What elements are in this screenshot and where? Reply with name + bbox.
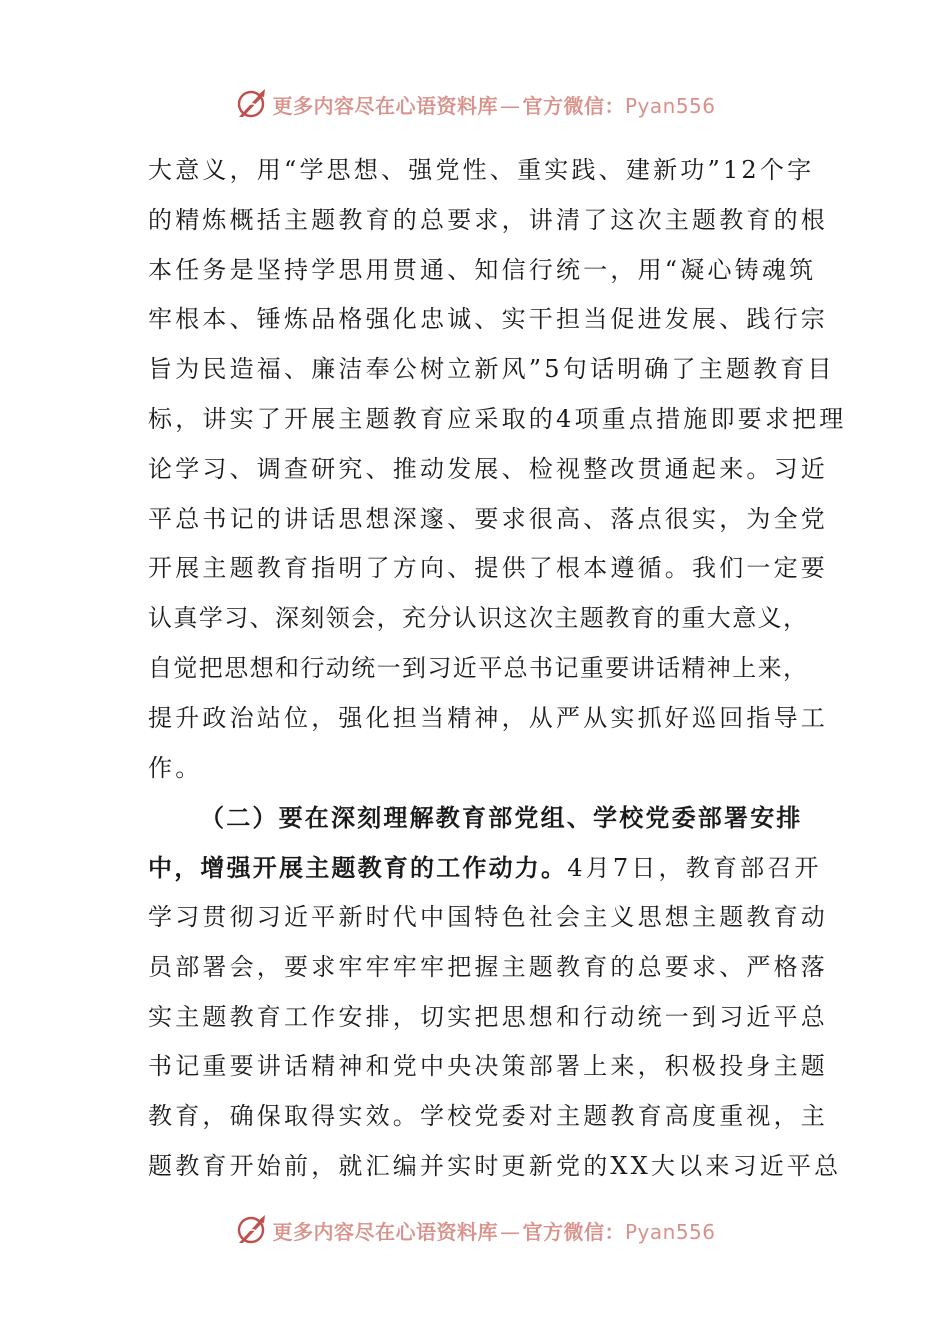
text-line: 本任务是坚持学思用贯通、知信行统一，用“凝心铸魂筑 [148, 255, 817, 284]
quill-logo-icon [234, 1213, 268, 1247]
header-wechat-label: 官方微信： [522, 93, 625, 118]
text-line: 作。 [148, 753, 203, 782]
text-line: 论学习、调查研究、推动发展、检视整改贯通起来。习近 [148, 454, 828, 483]
text-line: 自觉把思想和行动统一到习近平总书记重要讲话精神上来， [148, 653, 809, 682]
quill-logo-icon [234, 87, 268, 121]
text-line: 教育，确保取得实效。学校党委对主题教育高度重视，主 [148, 1102, 828, 1131]
footer-banner-text [272, 1216, 715, 1245]
text-line [148, 843, 822, 893]
text-line: 平总书记的讲话思想深邃、要求很高、落点很实，为全党 [148, 504, 828, 533]
text-line: 员部署会，要求牢牢牢牢把握主题教育的总要求、严格落 [148, 952, 828, 981]
footer-site-name: 更多内容尽在心语资料库 [272, 1219, 498, 1244]
text-line: 开展主题教育指明了方向、提供了根本遵循。我们一定要 [148, 554, 828, 583]
header-wechat-id: Pyan556 [624, 93, 716, 118]
header-site-name: 更多内容尽在心语资料库 [272, 93, 498, 118]
text-line: 认真学习、深刻领会，充分认识这次主题教育的重大意义， [148, 604, 809, 633]
text-line: 标，讲实了开展主题教育应采取的4项重点措施即要求把理 [148, 404, 847, 433]
paragraph-2 [148, 793, 842, 1191]
header-banner-text [272, 90, 715, 119]
footer-wechat-id: Pyan556 [624, 1219, 716, 1244]
text-line: 大意义，用“学思想、强党性、重实践、建新功”12个字 [148, 156, 815, 184]
text-line: 牢根本、锤炼品格强化忠诚、实干担当促进发展、践行宗 [148, 305, 828, 334]
section-heading-end: 中，增强开展主题教育的工作动力。 [148, 853, 568, 883]
text-line: 题教育开始前，就汇编并实时更新党的XX大以来习近平总 [148, 1151, 842, 1180]
footer-watermark-banner [0, 1208, 950, 1252]
text-line: 旨为民造福、廉洁奉公树立新风”5句话明确了主题教育目 [148, 355, 835, 384]
footer-wechat-label: 官方微信： [522, 1219, 625, 1244]
section-heading: （二）要在深刻理解教育部党组、学校党委部署安排 [200, 803, 803, 833]
header-separator: — [499, 93, 521, 118]
text-line: 书记重要讲话精神和党中央决策部署上来，积极投身主题 [148, 1052, 828, 1081]
document-body [148, 146, 847, 1192]
text-line: 提升政治站位，强化担当精神，从严从实抓好巡回指导工 [148, 703, 828, 732]
text-line: 的精炼概括主题教育的总要求，讲清了这次主题教育的根 [148, 205, 828, 234]
paragraph-1 [148, 146, 847, 793]
header-watermark-banner [0, 82, 950, 126]
text-line: 学习贯彻习近平新时代中国特色社会主义思想主题教育动 [148, 902, 828, 931]
section-text-start: 4月7日，教育部召开 [567, 854, 822, 883]
footer-separator: — [499, 1219, 521, 1244]
text-line: 实主题教育工作安排，切实把思想和行动统一到习近平总 [148, 1002, 828, 1031]
